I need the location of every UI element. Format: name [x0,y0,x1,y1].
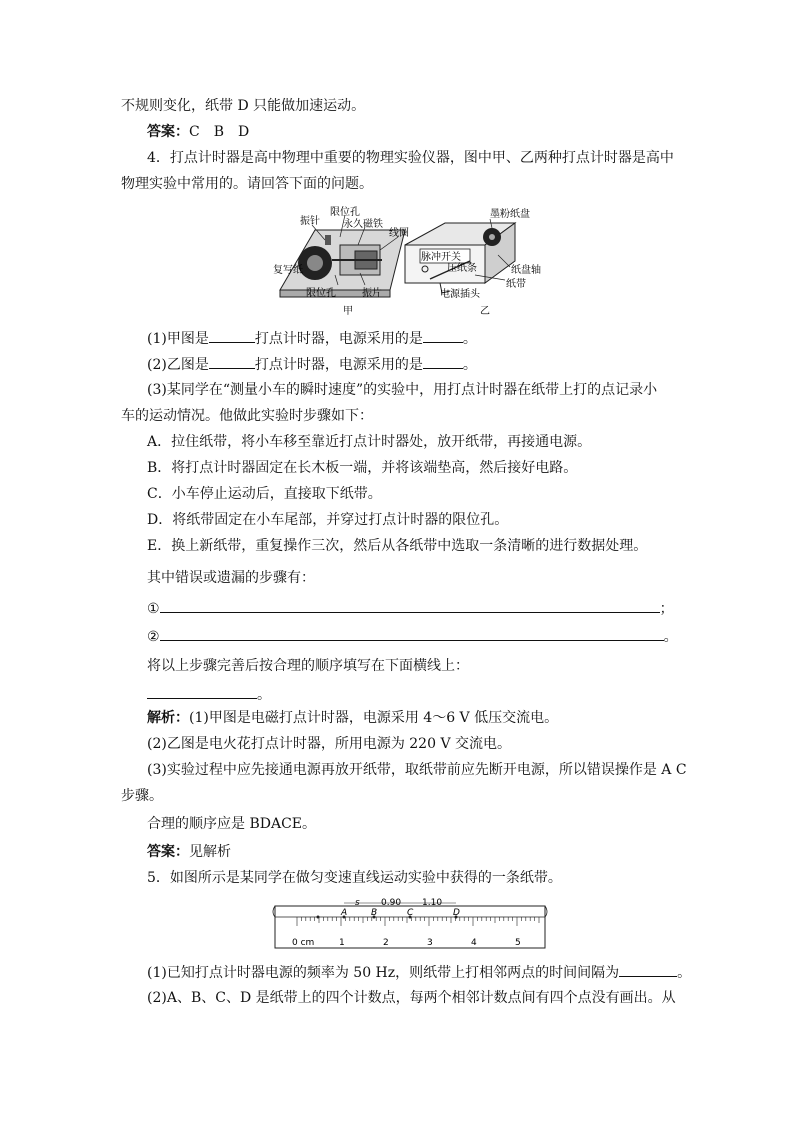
point-a: A [341,908,348,918]
label-maichongkaiguan: 脉冲开关 [421,252,461,263]
answer-blank[interactable] [147,684,257,699]
tape-dot [317,916,320,919]
step-a: A．拉住纸带，将小车移至靠近打点计时器处，放开纸带，再接通电源。 [147,434,592,450]
label-zhipanzhou: 纸盘轴 [511,265,541,276]
order-prompt: 将以上步骤完善后按合理的顺序填写在下面横线上： [147,658,469,674]
question-4-3-line-1: (3)某同学在“测量小车的瞬时速度”的实验中，用打点计时器在纸带上打的点记录小 [147,382,658,398]
label-xianweikong-top: 限位孔 [330,207,360,218]
answer-blank[interactable] [209,354,255,369]
caption-yi: 乙 [480,306,490,317]
answer-blank[interactable] [209,328,255,343]
question-5-2: (2)A、B、C、D 是纸带上的四个计数点，每两个相邻计数点间有四个点没有画出。从 [147,990,676,1006]
point-d: D [453,908,460,918]
question-5: 5．如图所示是某同学在做匀变速直线运动实验中获得的一条纸带。 [147,870,562,886]
analysis-1: 解析：(1)甲图是电磁打点计时器，电源采用 4～6 V 低压交流电。 [147,710,559,726]
timer-figure [270,205,570,320]
label-zhidai: 纸带 [506,279,526,290]
answer-blank[interactable] [423,328,463,343]
text-line: 不规则变化，纸带 D 只能做加速运动。 [121,98,366,114]
analysis-4: 合理的顺序应是 BDACE。 [147,816,317,832]
label-s: s [355,898,360,908]
step-e: E．换上新纸带，重复操作三次，然后从各纸带中选取一条清晰的进行数据处理。 [147,538,648,554]
analysis-2: (2)乙图是电火花打点计时器，所用电源为 220 V 交流电。 [147,736,512,752]
point-b: B [371,908,378,918]
label-xianweikong-bottom: 限位孔 [306,288,336,299]
tick-label-3: 3 [427,938,433,948]
answer-label: 答案： [147,844,189,860]
answer-line-1: ① ； [147,598,674,619]
tick-label-5: 5 [515,938,521,948]
ruler-unit: 0 cm [292,938,315,948]
answer-line-2: ② 。 [147,626,678,647]
question-5-1: (1)已知打点计时器电源的频率为 50 Hz，则纸带上打相邻两点的时间间隔为 。 [147,962,691,983]
answer-value: C B D [189,124,250,140]
step-b: B．将打点计时器固定在长木板一端，并将该端垫高，然后接好电路。 [147,460,578,476]
question-4-line-2: 物理实验中常用的。请回答下面的问题。 [121,176,373,192]
label-yongjiucitie: 永久磁铁 [343,219,383,230]
label-xianquan: 线圈 [389,228,409,239]
label-090: 0.90 [381,898,402,908]
label-zhenzhen: 振针 [300,216,320,227]
question-4-1: (1)甲图是 打点计时器，电源采用的是 。 [147,328,477,349]
answer-line-2b [147,842,231,862]
tape-ruler-figure [270,895,550,955]
caption-jia: 甲 [343,306,353,317]
tick-label-2: 2 [383,938,389,948]
answer-blank[interactable] [423,354,463,369]
analysis-3-line-2: 步骤。 [121,788,163,804]
tick-label-4: 4 [471,938,477,948]
wrong-steps-prompt: 其中错误或遗漏的步骤有： [147,570,315,586]
answer-value: 见解析 [189,844,231,860]
label-dianyuanchatou: 电源插头 [440,289,480,300]
question-4-2: (2)乙图是 打点计时器，电源采用的是 。 [147,354,477,375]
label-mofenzhipan: 墨粉纸盘 [490,209,530,220]
answer-blank[interactable] [160,626,664,641]
question-4-line-1: 4．打点计时器是高中物理中重要的物理实验仪器，图中甲、乙两种打点计时器是高中 [147,150,674,166]
tick-label-1: 1 [339,938,345,948]
answer-blank[interactable] [160,598,660,613]
label-fuxiezhi: 复写纸 [273,265,303,276]
answer-line [147,122,249,142]
order-answer: 。 [147,684,271,705]
step-c: C．小车停止运动后，直接取下纸带。 [147,486,382,502]
question-4-3-line-2: 车的运动情况。他做此实验时步骤如下： [121,408,373,424]
answer-blank[interactable] [619,962,677,977]
answer-label: 答案： [147,124,189,140]
label-yazhitiao: 压纸条 [447,263,477,274]
analysis-label: 解析： [147,710,189,726]
point-c: C [407,908,414,918]
step-d: D．将纸带固定在小车尾部，并穿过打点计时器的限位孔。 [147,512,509,528]
label-zhenpian: 振片 [362,288,382,299]
label-110: 1.10 [422,898,443,908]
analysis-3-line-1: (3)实验过程中应先接通电源再放开纸带，取纸带前应先断开电源，所以错误操作是 A C [147,762,687,778]
